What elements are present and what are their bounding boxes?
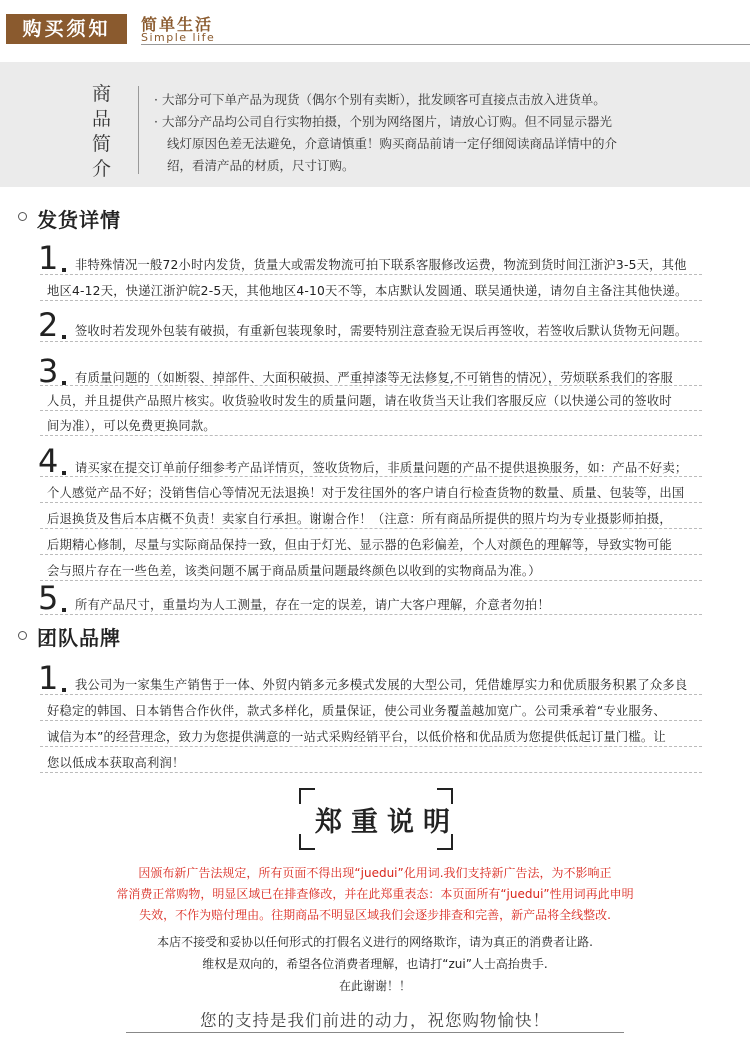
divider [40,410,702,411]
item-text: 我公司为一家集生产销售于一体、外贸内销多元多模式发展的大型公司，凭借雄厚实力和优质服务积累了众多良 [75,678,688,692]
divider [40,385,702,386]
notice-red-line: 常消费正常购物，明显区域已在排查修改，并在此郑重表态：本页面所有“juedui”性用词再此申明 [116,887,634,901]
header-divider [141,44,750,45]
intro-line: · 大部分产品均公司自行实物拍摄，个别为网络图片，请放心订购。但不同显示器光 [154,114,612,129]
item-number: 2 [38,306,59,344]
number-dot [62,268,66,272]
divider [40,435,702,436]
item-text: 非特殊情况一般72小时内发货，货量大或需发物流可拍下联系客服修改运费，物流到货时间江浙沪3-5天，其他 [75,258,687,272]
notice-red-line: 因颁布新广告法规定，所有页面不得出现“juedui”化用词.我们支持新广告法，为不影响正 [138,866,612,880]
notice-title: 郑重说明 [315,807,459,838]
item-text: 签收时若发现外包装有破损，有重新包装现象时，需要特别注意查验无误后再签收，若签收后默认货物无问题。 [75,324,688,338]
item-text: 请买家在提交订单前仔细参考产品详情页，签收货物后，非质量问题的产品不提供退换服务，如：产品不好卖； [75,461,688,475]
intro-title-char: 品 [92,108,112,130]
brand-title: 团队品牌 [37,626,121,650]
intro-line: 绍，看清产品的材质，尺寸订购。 [167,158,355,173]
intro-line: · 大部分可下单产品为现货（偶尔个别有卖断），批发顾客可直接点击放入进货单。 [154,92,606,107]
intro-title-char: 商 [92,83,112,105]
item-text: 后期精心修制，尽量与实际商品保持一致，但由于灯光、显示器的色彩偏差，个人对颜色的理解等，导致实物可能 [47,538,672,552]
number-dot [62,608,66,612]
divider [40,341,702,342]
notice-red-line: 失效，不作为赔付理由。往期商品不明显区域我们会逐步排查和完善，新产品将全线整改. [139,908,611,922]
divider [40,720,702,721]
header-subtitle: Simple life [141,31,216,44]
item-number: 1 [38,659,59,697]
section-bullet-icon [18,631,27,640]
item-text: 好稳定的韩国、日本销售合作伙伴，款式多样化，质量保证，使公司业务覆盖越加宽广。公司秉承着“专业服务、 [47,704,666,718]
divider [40,694,702,695]
divider [40,300,702,301]
item-text: 有质量问题的（如断裂、掉部件、大面积破损、严重掉漆等无法修复,不可销售的情况），劳烦联系我们的客服 [75,371,673,385]
item-number: 3 [38,352,59,390]
footer-divider [126,1032,624,1033]
item-text: 所有产品尺寸，重量均为人工测量，存在一定的误差，请广大客户理解，介意者勿拍！ [75,598,550,612]
notice-line: 在此谢谢！！ [338,979,411,993]
divider [40,274,702,275]
number-dot [62,688,66,692]
notice-line: 本店不接受和妥协以任何形式的打假名义进行的网络欺诈，请为真正的消费者让路. [157,935,593,949]
intro-line: 线灯原因色差无法避免，介意请慎重！购买商品前请一定仔细阅读商品详情中的介 [167,136,618,151]
bracket-corner [299,788,315,804]
section-bullet-icon [18,212,27,221]
item-text: 人员，并且提供产品照片核实。收货验收时发生的质量问题，请在收货当天让我们客服反应（以快递公司的签收时 [47,394,672,408]
divider [40,502,702,503]
item-text: 地区4-12天，快递江浙沪皖2-5天，其他地区4-10天不等，本店默认发圆通、联吴通快递，请勿自主备注其他快递。 [47,284,688,298]
divider [40,746,702,747]
item-text: 后退换货及售后本店概不负责！卖家自行承担。谢谢合作！（注意：所有商品所提供的照片均为专业摄影师拍摄， [47,512,672,526]
item-text: 会与照片存在一些色差，该类问题不属于商品质量问题最终颜色以收到的实物商品为准。） [47,564,541,578]
item-text: 您以低成本获取高利润！ [47,756,185,770]
divider [40,772,702,773]
shipping-title: 发货详情 [37,208,121,232]
number-dot [62,335,66,339]
divider [40,476,702,477]
item-text: 诚信为本”的经营理念，致力为您提供满意的一站式采购经销平台，以低价格和优品质为您提供低起订量门槛。让 [47,730,666,744]
intro-title [92,82,116,182]
item-number: 4 [38,442,59,480]
notice-line: 维权是双向的，希望各位消费者理解，也请打“zui”人士高抬贵手. [202,957,548,971]
number-dot [62,471,66,475]
intro-title-char: 简 [92,133,112,155]
bracket-corner [299,834,315,850]
divider [40,528,702,529]
intro-separator [138,86,139,174]
header-title: 简单生活 [141,15,214,34]
header-badge: 购买须知 [6,14,127,44]
divider [40,554,702,555]
item-number: 1 [38,239,59,277]
item-text: 个人感觉产品不好；没销售信心等情况无法退换！对于发往国外的客户请自行检查货物的数量、质量、包装等，出国 [47,486,685,500]
item-number: 5 [38,579,59,617]
divider [40,580,702,581]
footer-slogan: 您的支持是我们前进的动力，祝您购物愉快！ [200,1011,550,1030]
divider [40,614,702,615]
item-text: 间为准），可以免费更换同款。 [47,419,216,433]
intro-title-char: 介 [92,158,112,180]
